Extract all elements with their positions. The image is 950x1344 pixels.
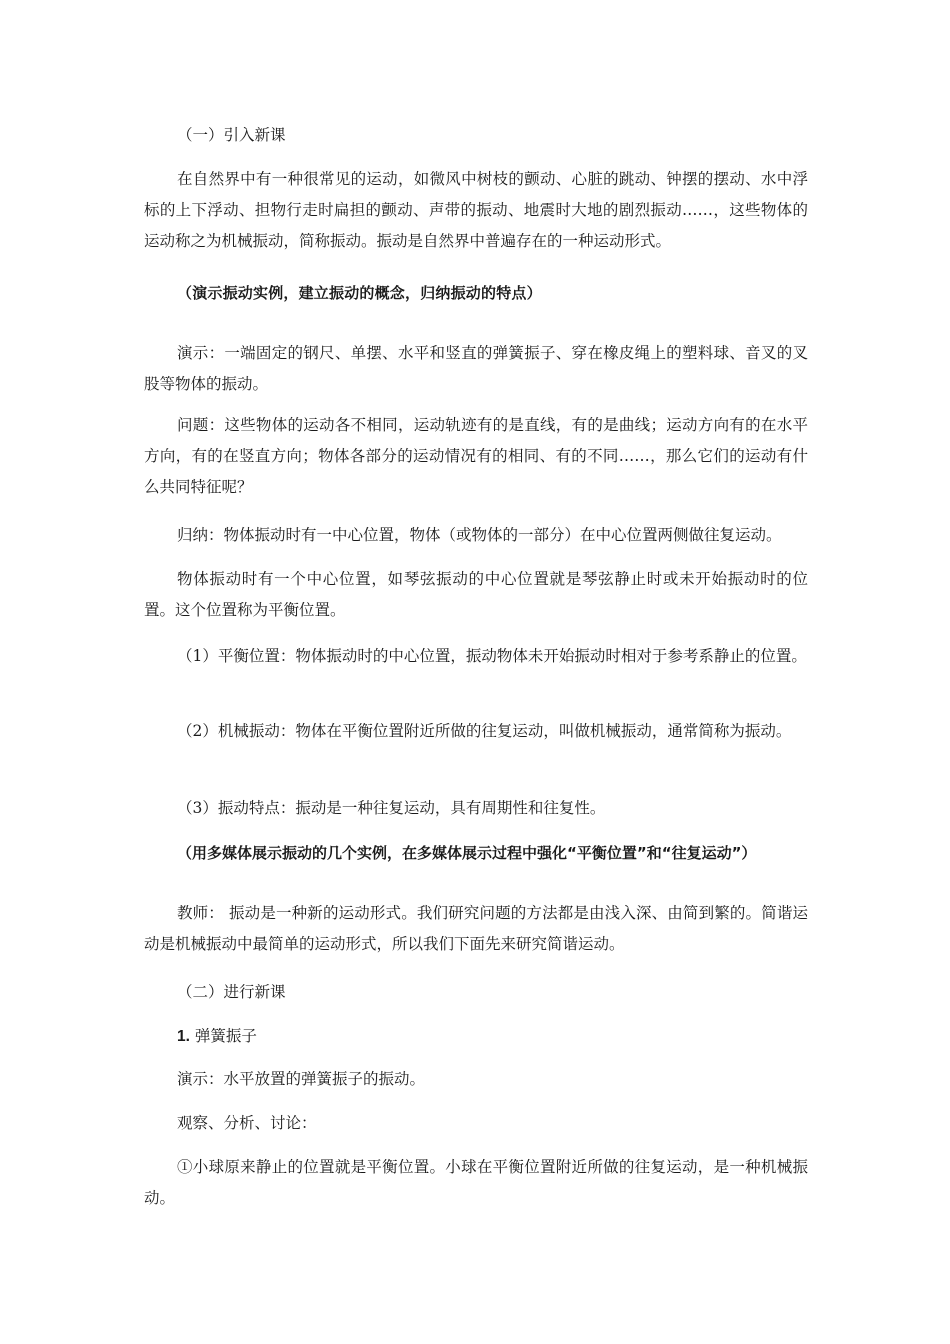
- definition-mechanical-vibration: （2）机械振动：物体在平衡位置附近所做的往复运动，叫做机械振动，通常简称为振动。: [177, 722, 792, 740]
- demo-note-2: （用多媒体展示振动的几个实例，在多媒体展示过程中强化“平衡位置”和“往复运动”）: [177, 844, 757, 862]
- heading-intro-new-lesson: （一）引入新课: [177, 126, 286, 144]
- question-paragraph: 问题：这些物体的运动各不相同，运动轨迹有的是直线，有的是曲线；运动方向有的在水平方向，有的在竖直方向；物体各部分的运动情况有的相同、有的不同……，那么它们的运动有什么共同特征呢？: [144, 416, 808, 496]
- observe-discuss-label: 观察、分析、讨论：: [177, 1114, 317, 1132]
- section-heading-spring-oscillator: [144, 1021, 808, 1052]
- heading-new-lesson: （二）进行新课: [177, 983, 286, 1001]
- center-position-paragraph: 物体振动时有一个中心位置，如琴弦振动的中心位置就是琴弦静止时或未开始振动时的位置。这个位置称为平衡位置。: [144, 570, 808, 619]
- section-number: 1.: [177, 1028, 190, 1045]
- demo-paragraph-2: 演示：水平放置的弹簧振子的振动。: [177, 1070, 426, 1088]
- point-1-paragraph: ①小球原来静止的位置就是平衡位置。小球在平衡位置附近所做的往复运动，是一种机械振动。: [144, 1158, 808, 1207]
- teacher-paragraph: 教师： 振动是一种新的运动形式。我们研究问题的方法都是由浅入深、由简到繁的。简谐运动是机械振动中最简单的运动形式，所以我们下面先来研究简谐运动。: [144, 904, 808, 953]
- demo-paragraph-1: 演示：一端固定的钢尺、单摆、水平和竖直的弹簧振子、穿在橡皮绳上的塑料球、音叉的叉股等物体的振动。: [144, 344, 808, 393]
- definition-vibration-features: （3）振动特点：振动是一种往复运动，具有周期性和往复性。: [177, 799, 606, 817]
- summary-paragraph: 归纳：物体振动时有一中心位置，物体（或物体的一部分）在中心位置两侧做往复运动。: [177, 526, 782, 544]
- definition-equilibrium: （1）平衡位置：物体振动时的中心位置，振动物体未开始振动时相对于参考系静止的位置。: [177, 647, 807, 665]
- demo-note-1: （演示振动实例，建立振动的概念，归纳振动的特点）: [177, 284, 542, 302]
- section-title: 弹簧振子: [194, 1027, 257, 1045]
- intro-paragraph: 在自然界中有一种很常见的运动，如微风中树枝的颤动、心脏的跳动、钟摆的摆动、水中浮标的上下浮动、担物行走时扁担的颤动、声带的振动、地震时大地的剧烈振动……，这些物体的运动称之为机械振动，简称振动。振动是自然界中普遍存在的一种运动形式。: [144, 170, 808, 250]
